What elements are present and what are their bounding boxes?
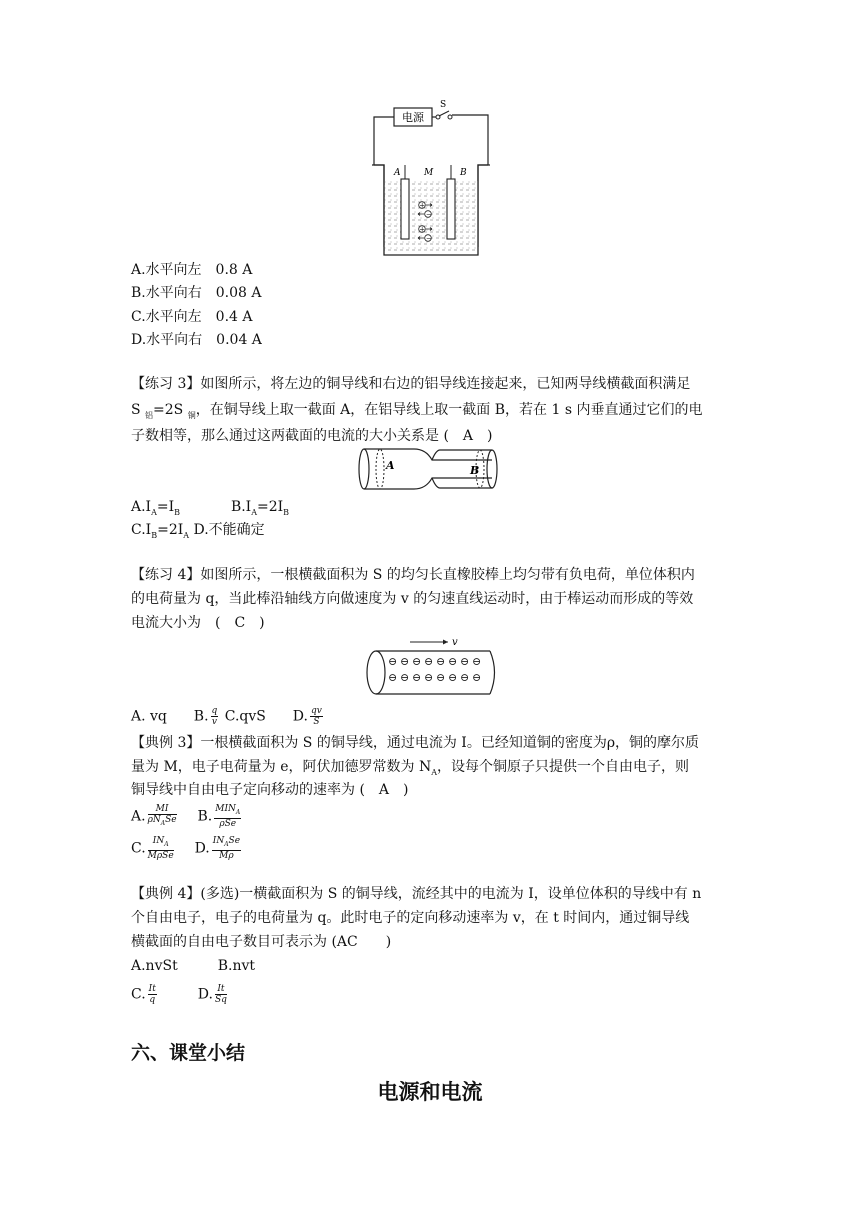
svg-text:+: + [419,225,426,234]
svg-text:A: A [394,168,401,178]
svg-text:−: − [426,210,432,219]
negative-charge-icon: ⊖ [436,655,446,668]
option-b: B.水平向右 0.08 A [131,285,262,301]
electrolysis-diagram [364,97,494,259]
section-heading: 六、课堂小结 [131,1042,246,1064]
option-c: C.水平向左 0.4 A [131,309,253,325]
svg-text:−: − [426,234,432,243]
svg-text:+: + [419,201,426,210]
ex3-line2: S $_铝$=2S $_铜$，在铜导线上取一截面 A，在铝导线上取一截面 B，若在 1 s 内垂直通过它们的电 [131,402,703,420]
ex4-line3: 电流大小为 ( C ) [131,615,265,631]
negative-charge-icon: ⊖ [412,671,422,684]
ex3-options-row1: $A.I_A=I_B$ $B.I_A=2I_B$ [131,499,290,517]
svg-text:M: M [424,168,434,178]
ex4-line2: 的电荷量为 q，当此棒沿轴线方向做速度为 v 的匀速直线运动时，由于棒运动而形成的等效 [131,591,694,607]
dl3-options-row2: C. $\frac{IN_A}{\text{MρSe}}$ D. $\frac{IN_ASe}{M\rho}$ [131,836,241,861]
dl4-line1: 【典例 4】(多选)一横截面积为 S 的铜导线，流经其中的电流为 I，设单位体积的导线中有 n [131,886,702,902]
section-title: 电源和电流 [377,1080,483,1104]
ex3-options-row2: $C.I_B=2I_A$ D.不能确定 [131,522,265,540]
negative-charge-icon: ⊖ [388,655,398,668]
dl3-line2: 量为 M，电子电荷量为 e，阿伏加德罗常数为 $N_A$，设每个铜原子只提供一个自由电子，则 [131,759,690,777]
option-a: A.水平向左 0.8 A [131,262,253,278]
negative-charge-icon: ⊖ [424,655,434,668]
dl3-options-row1: A. $\frac{MI}{\rho N_ASe}$ B. $\frac{MIN_A}{\text{ρSe}}$ [131,804,241,829]
negative-charge-icon: ⊖ [400,671,410,684]
svg-text:B: B [460,168,467,178]
svg-text:A: A [386,459,395,472]
dl4-options-row2: C. $\frac{It}{q}$ D. $\frac{It}{Sq}$ [131,984,227,1005]
power-label: 电源 [402,111,424,124]
negative-charge-icon: ⊖ [460,671,470,684]
ex3-line1: 【练习 3】如图所示，将左边的铜导线和右边的铝导线连接起来，已知两导线横截面积满足 [131,376,691,392]
option-d: D.水平向右 0.04 A [131,332,262,348]
ex3-line3: 子数相等，那么通过这两截面的电流的大小关系是 ( A ) [131,428,493,444]
dl3-line1: 【典例 3】一根横截面积为 S 的铜导线，通过电流为 I。已经知道铜的密度为ρ，铜的摩尔质 [131,735,700,751]
charged-rod-diagram [362,636,500,698]
switch-label: S [440,100,447,110]
negative-charge-icon: ⊖ [448,671,458,684]
plate-a [401,179,409,239]
ex4-options: A. vq B. $\frac{q}{v}$ C.qvS D. $\frac{qv}{S}$ [131,706,322,727]
negative-charge-icon: ⊖ [412,655,422,668]
dl4-line2: 个自由电子，电子的电荷量为 q。此时电子的定向移动速率为 v，在 t 时间内，通过铜导线 [131,910,690,926]
negative-charge-icon: ⊖ [436,671,446,684]
negative-charge-icon: ⊖ [400,655,410,668]
negative-charge-icon: ⊖ [460,655,470,668]
dl4-options-row1: A.nvSt B.nvt [131,958,255,974]
dl3-line3: 铜导线中自由电子定向移动的速率为 ( A ) [131,782,409,798]
svg-text:v: v [452,637,458,648]
svg-text:B: B [470,464,480,477]
wire-junction-diagram [356,446,502,492]
negative-charge-icon: ⊖ [388,671,398,684]
dl4-line3: 横截面的自由电子数目可表示为 (AC ) [131,934,392,950]
negative-charge-icon: ⊖ [472,671,482,684]
negative-charge-icon: ⊖ [472,655,482,668]
negative-charge-icon: ⊖ [448,655,458,668]
ex4-line1: 【练习 4】如图所示，一根横截面积为 S 的均匀长直橡胶棒上均匀带有负电荷，单位体积内 [131,567,695,583]
negative-charge-icon: ⊖ [424,671,434,684]
plate-b [447,179,455,239]
